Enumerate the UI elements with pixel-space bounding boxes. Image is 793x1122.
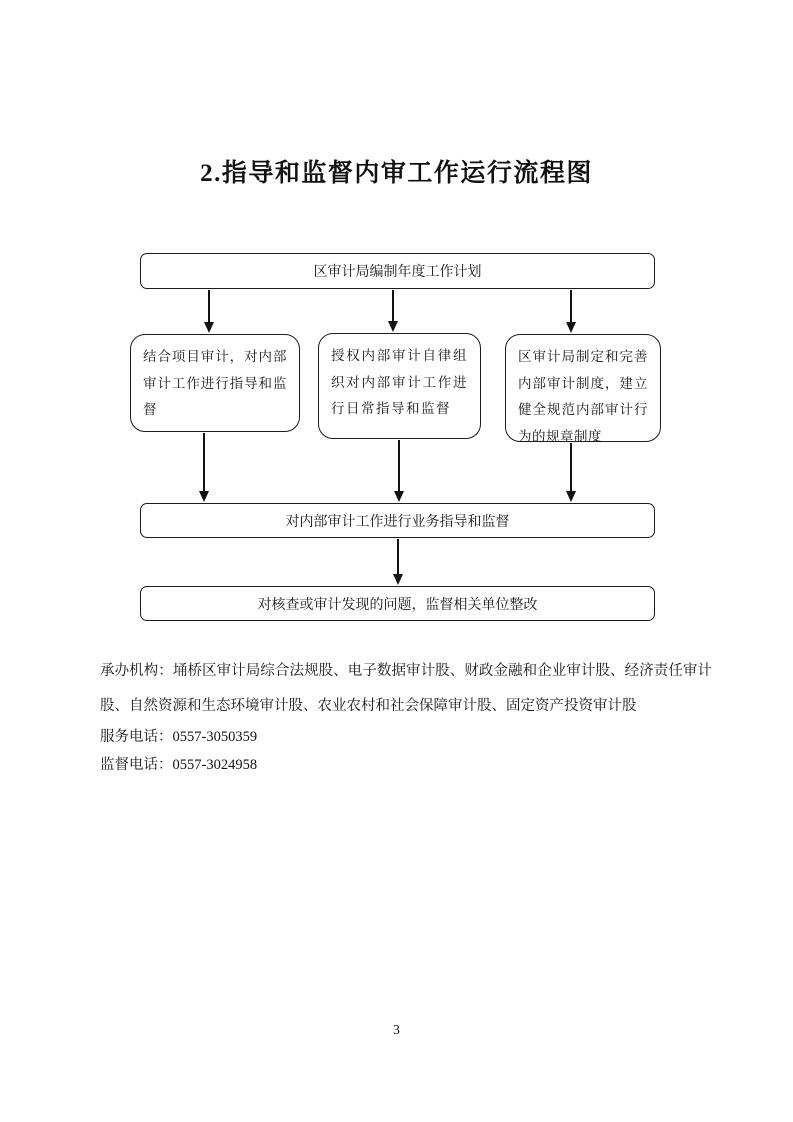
service-phone-line: 服务电话：0557-3050359 — [100, 729, 258, 745]
flow-top-box-label: 区审计局编制年度工作计划 — [313, 265, 482, 280]
flow-final-box — [140, 586, 655, 621]
down-arrow-merge-to-final — [397, 539, 399, 574]
down-arrow-branch2-to-merge — [398, 440, 400, 491]
flow-merge-box — [140, 503, 655, 538]
footer-info — [100, 654, 712, 779]
flow-branch-box-1: 结合项目审计，对内部审计工作进行指导和监督 — [130, 334, 300, 432]
page-number: 3 — [393, 1022, 400, 1037]
down-arrow-branch1-to-merge — [203, 433, 205, 491]
flow-merge-box-label: 对内部审计工作进行业务指导和监督 — [285, 514, 510, 530]
down-arrow-top-to-branch1 — [208, 290, 210, 322]
down-arrow-branch3-to-merge — [570, 443, 572, 491]
flow-top-box — [140, 253, 655, 289]
down-arrow-top-to-branch2 — [392, 290, 394, 321]
flow-branch-box-3: 区审计局制定和完善内部审计制度，建立健全规范内部审计行为的规章制度 — [505, 334, 661, 442]
flow-branch-box-2: 授权内部审计自律组织对内部审计工作进行日常指导和监督 — [318, 333, 481, 439]
supervision-phone-line: 监督电话：0557-3024958 — [100, 756, 258, 773]
down-arrow-top-to-branch3 — [570, 290, 572, 322]
agency-line: 承办机构：埇桥区审计局综合法规股、电子数据审计股、财政金融和企业审计股、经济责任审计股、自然资源和生态环境审计股、农业农村和社会保障审计股、固定资产投资审计股 — [100, 663, 712, 714]
page-title: 2.指导和监督内审工作运行流程图 — [200, 160, 593, 187]
flow-final-box-label: 对核查或审计发现的问题，监督相关单位整改 — [257, 597, 538, 613]
